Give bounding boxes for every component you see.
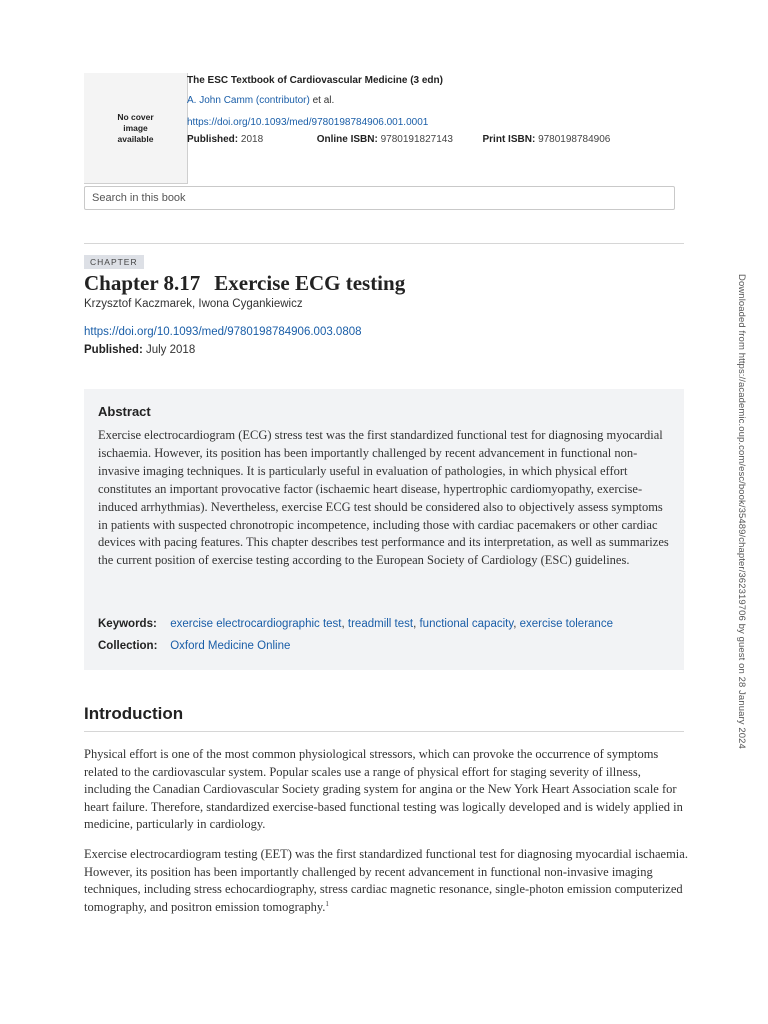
chapter-number: Chapter 8.17 [84, 271, 201, 295]
abstract-heading: Abstract [98, 404, 151, 419]
collection-label: Collection: [98, 640, 158, 652]
book-header [84, 73, 684, 185]
book-meta [187, 133, 610, 146]
keywords-label: Keywords: [98, 618, 157, 630]
keyword-link[interactable]: exercise electrocardiographic test [170, 618, 342, 630]
abstract-box [84, 389, 684, 670]
collection-link[interactable]: Oxford Medicine Online [170, 640, 291, 652]
book-title[interactable]: The ESC Textbook of Cardiovascular Medicine (3 edn) [187, 75, 443, 86]
cover-placeholder-text: No cover image available [117, 111, 154, 144]
chapter-title [84, 271, 405, 296]
chapter-published-label: Published: [84, 344, 143, 356]
reference-marker[interactable]: 1 [325, 899, 329, 908]
print-isbn-value: 9780198784906 [538, 134, 611, 145]
chapter-published-value: July 2018 [145, 344, 196, 356]
paragraph-text: Exercise electrocardiogram testing (EET) was the first standardized functional test for diagnosing myocardial ischaemia. However, its position has been importantly challenged by recent advancement in functional non-invasive imaging techniques, including stress echocardiography, stress cardiac magnetic resonance, single-photon emission computerized tomography, and positron emission tomography. [84, 847, 688, 914]
keywords-row: Keywords: exercise electrocardiographic test, treadmill test, functional capacity, exercise tolerance [98, 618, 613, 630]
introduction-heading: Introduction [84, 704, 184, 723]
keyword-link[interactable]: treadmill test [347, 618, 414, 630]
book-author [187, 94, 334, 107]
chapter-badge: CHAPTER [84, 255, 144, 269]
print-isbn-label: Print ISBN: [482, 134, 536, 145]
book-published-value: 2018 [240, 134, 264, 145]
introduction-paragraph [84, 846, 688, 916]
book-doi-row [187, 116, 428, 129]
book-published-label: Published: [187, 134, 239, 145]
keyword-link[interactable]: exercise tolerance [519, 618, 613, 630]
search-in-book-input[interactable]: Search in this book [84, 186, 675, 210]
author-suffix: et al. [309, 95, 335, 106]
online-isbn-value: 9780191827143 [380, 134, 453, 145]
chapter-authors: Krzysztof Kaczmarek, Iwona Cygankiewicz [84, 298, 303, 310]
download-stamp: Downloaded from https://academic.oup.com/esc/book/35489/chapter/362319706 by guest on 28 January 2024 [736, 274, 747, 749]
divider [84, 731, 684, 732]
divider [84, 243, 684, 244]
chapter-published [84, 344, 195, 356]
chapter-doi-link[interactable]: https://doi.org/10.1093/med/9780198784906.003.0808 [84, 326, 362, 338]
author-link[interactable]: A. John Camm (contributor) [187, 95, 310, 106]
introduction-paragraph: Physical effort is one of the most common physiological stressors, which can provoke the occurrence of symptoms related to the cardiovascular system. Popular scales use a range of physical effort for staging severity of illness, including the Canadian Cardiovascular Society grading system for angina or the New York Heart Association scale for heart failure. Therefore, standardized exercise-based functional testing was logically developed and is widely applied in medicine, particularly in cardiology. [84, 747, 683, 832]
chapter-doi-row [84, 326, 362, 338]
collection-row [98, 640, 290, 652]
abstract-text: Exercise electrocardiogram (ECG) stress test was the first standardized functional test for diagnosing myocardial ischaemia. However, its position has been importantly challenged by recent advancement in functional non-invasive imaging techniques. It is particularly useful in evaluation of pathologies, in which physical effort constitutes an important provocative factor (ischaemic heart disease, hypertrophic cardiomyopathy, exercise-induced arrhythmias). Nevertheless, exercise ECG test should be considered also to objectively assess symptoms in patients with suspected chronotropic incompetence, including those with cardiac pacemakers or other cardiac devices with pacing features. This chapter describes test performance and its interpretation, as well as summarizes the current position of exercise testing according to the European Society of Cardiology (ESC) guidelines. [98, 428, 669, 568]
book-doi-link[interactable]: https://doi.org/10.1093/med/9780198784906.001.0001 [187, 117, 429, 128]
online-isbn-label: Online ISBN: [316, 134, 378, 145]
chapter-title-text: Exercise ECG testing [214, 271, 406, 295]
keyword-link[interactable]: functional capacity [419, 618, 514, 630]
book-cover [84, 73, 188, 184]
